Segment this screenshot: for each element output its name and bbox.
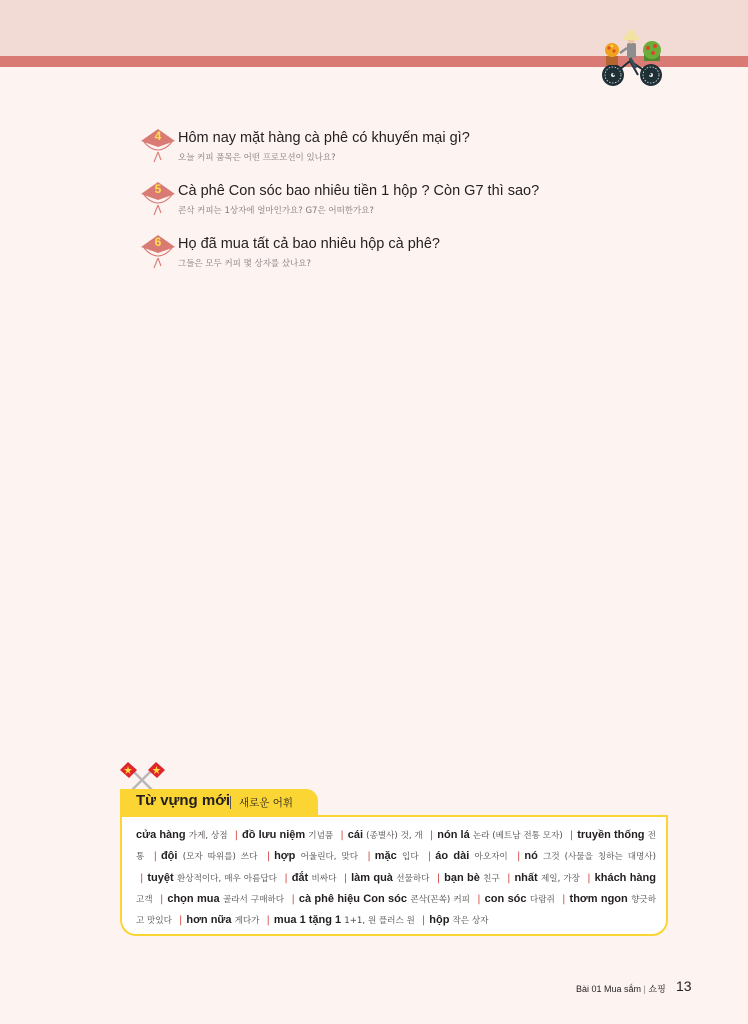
vocab-separator: |	[179, 915, 183, 927]
vocab-separator: |	[562, 893, 566, 905]
question-translation: 오늘 커피 품목은 어떤 프로모션이 있나요?	[178, 153, 336, 163]
vocab-box	[120, 815, 668, 936]
question-item-4	[140, 128, 580, 172]
vocab-separator: |	[291, 893, 295, 905]
vocab-term: chọn mua	[167, 892, 220, 905]
question-item-6	[140, 234, 580, 278]
vocab-meaning: 골라서 구매하다	[222, 894, 285, 905]
question-number: 6	[154, 235, 162, 249]
vocab-term: áo dài	[435, 850, 470, 863]
vocab-separator: |	[153, 851, 157, 863]
vocab-term: nó	[524, 850, 538, 863]
vocab-term: mua 1 tặng 1	[273, 914, 342, 927]
page-number: 13	[676, 978, 692, 994]
question-number: 4	[154, 129, 162, 143]
vocab-meaning: 다람쥐	[529, 894, 555, 905]
vocab-meaning: 선물하다	[396, 873, 430, 884]
vocab-separator: |	[343, 872, 348, 884]
vocab-separator: |	[140, 872, 144, 884]
vocab-term: đội	[160, 850, 178, 863]
vocab-term: thơm ngon	[569, 892, 628, 905]
vocab-meaning: 향긋하고 맛있다	[136, 894, 657, 927]
vocab-term: con sóc	[484, 892, 527, 905]
vocab-meaning: 기념품	[308, 831, 334, 841]
vocab-term: cái	[347, 829, 364, 841]
vocab-separator: |	[587, 872, 591, 884]
vocab-meaning: 비싸다	[311, 873, 337, 884]
vocab-separator: |	[517, 851, 521, 863]
vocab-term: truyền thống	[577, 829, 645, 841]
vocab-term: bạn bè	[444, 871, 480, 884]
page-footer	[576, 978, 716, 998]
vocab-separator: |	[507, 872, 511, 884]
vocab-meaning: 그것 (사물을 칭하는 대명사)	[543, 852, 656, 863]
vocab-term: hợp	[274, 850, 296, 863]
vocab-subtitle: 새로운 어휘	[239, 797, 294, 809]
vocab-term: hơn nữa	[186, 914, 232, 927]
vocab-meaning: 1+1, 원 플러스 원	[344, 916, 415, 927]
question-text: Họ đã mua tất cả bao nhiêu hộp cà phê?	[178, 236, 440, 252]
vocab-meaning: 아오자이	[474, 852, 508, 863]
vocab-separator: |	[284, 872, 288, 884]
vocab-term: đắt	[291, 871, 309, 884]
vocab-meaning: 콘삭(꼰쏙) 커피	[410, 894, 470, 905]
question-text: Cà phê Con sóc bao nhiêu tiền 1 hộp ? Còn G7 thì sao?	[178, 183, 540, 199]
vocab-meaning: 게다가	[234, 916, 260, 927]
vocab-meaning: 입다	[402, 852, 419, 863]
vocab-separator: |	[340, 830, 344, 841]
question-translation: 콘삭 커피는 1상자에 얼마인가요? G7은 어떠한가요?	[178, 206, 374, 216]
question-item-5	[140, 181, 580, 225]
vocab-term: tuyệt	[147, 871, 174, 884]
vocab-meaning: 논라 (베트남 전통 모자)	[472, 831, 563, 841]
vocab-term: làm quà	[351, 871, 393, 884]
vocab-meaning: 제일, 가장	[541, 873, 580, 884]
vocab-separator: |	[367, 851, 371, 863]
vocab-meaning: 전통	[136, 831, 656, 863]
vocab-separator: |	[427, 851, 432, 863]
vocab-list	[136, 825, 656, 931]
vocab-separator: |	[421, 915, 426, 927]
vocab-term: cửa hàng	[136, 829, 186, 841]
vocab-separator: |	[569, 830, 574, 841]
question-number: 5	[154, 182, 162, 196]
vocab-separator: |	[429, 830, 434, 841]
vocab-term: nhất	[514, 871, 538, 884]
vocab-separator: |	[266, 915, 270, 927]
vocab-term: đồ lưu niệm	[242, 829, 306, 841]
question-translation: 그들은 모두 커피 몇 상자를 샀나요?	[178, 259, 311, 269]
vocab-meaning: 작은 상자	[452, 916, 489, 927]
vocab-meaning: 어울린다, 맞다	[300, 852, 359, 863]
vocab-title-divider	[230, 796, 231, 809]
vocab-meaning: 고객	[136, 894, 153, 905]
vocab-term: mặc	[374, 850, 397, 863]
vietnam-flags-icon	[118, 760, 168, 790]
vocab-meaning: 친구	[483, 873, 500, 884]
vocab-separator: |	[234, 830, 239, 841]
vocab-meaning: 가게, 상점	[188, 831, 228, 841]
vocab-term: hộp	[429, 914, 450, 927]
vocab-meaning: (종별사) 것, 개	[366, 831, 423, 841]
vocab-header-tab	[120, 789, 318, 816]
vocab-meaning: (모자 따위를) 쓰다	[182, 852, 258, 863]
vocab-separator: |	[436, 872, 441, 884]
vocab-separator: |	[266, 851, 271, 863]
flower-vendor-bicycle-icon	[600, 28, 670, 90]
footer-lesson-label: Bài 01 Mua sắm | 쇼핑	[576, 984, 666, 994]
vocab-term: cà phê hiệu Con sóc	[298, 892, 408, 905]
vocab-title: Từ vựng mới	[136, 792, 231, 809]
vocab-term: khách hàng	[594, 871, 656, 884]
vocab-meaning: 환상적이다, 매우 아름답다	[176, 873, 277, 884]
vocab-separator: |	[477, 893, 481, 905]
vocab-term: nón lá	[437, 829, 470, 841]
question-text: Hôm nay mặt hàng cà phê có khuyến mại gì?	[178, 130, 470, 146]
vocab-separator: |	[159, 893, 164, 905]
